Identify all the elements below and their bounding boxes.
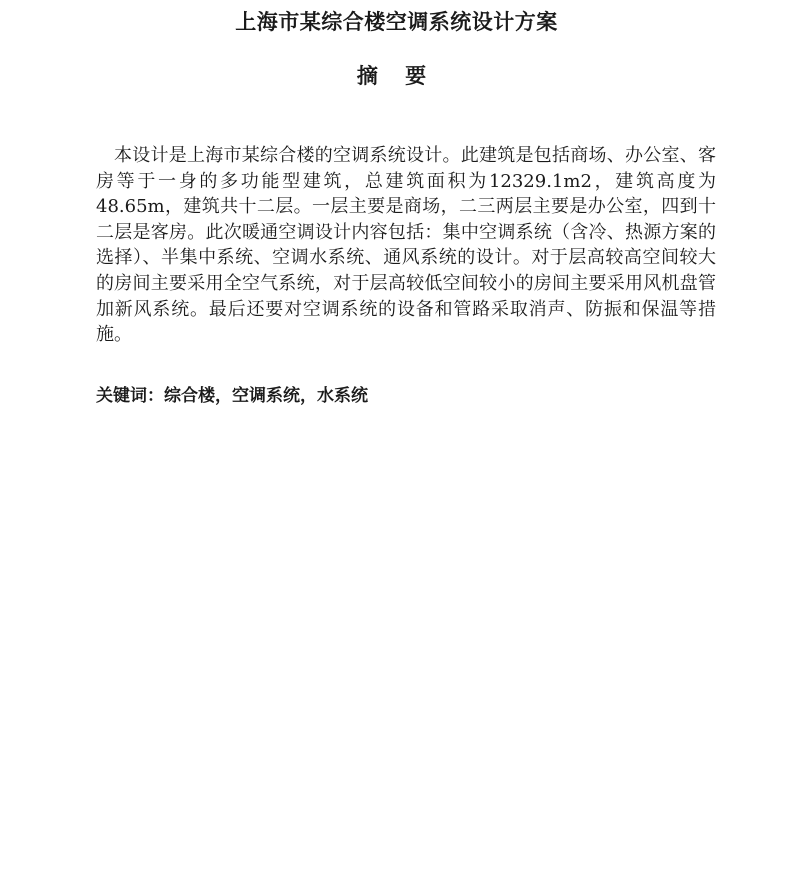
document-title: 上海市某综合楼空调系统设计方案 (235, 10, 558, 34)
abstract-paragraph: 本设计是上海市某综合楼的空调系统设计。此建筑是包括商场、办公室、客房等于一身的多功能型建筑，总建筑面积为12329.1m2，建筑高度为48.65m，建筑共十二层。一层主要是商场，二三两层主要是办公室，四到十二层是客房。此次暖通空调设计内容包括：集中空调系统（含冷、热源方案的选择）、半集中系统、空调水系统、通风系统的设计。对于层高较高空间较大的房间主要采用全空气系统，对于层高较低空间较小的房间主要采用风机盘管加新风系统。最后还要对空调系统的设备和管路采取消声、防振和保温等措施。 (96, 145, 716, 346)
keywords-line: 关键词：综合楼，空调系统，水系统 (96, 386, 368, 406)
abstract-heading: 摘 要 (356, 63, 437, 88)
